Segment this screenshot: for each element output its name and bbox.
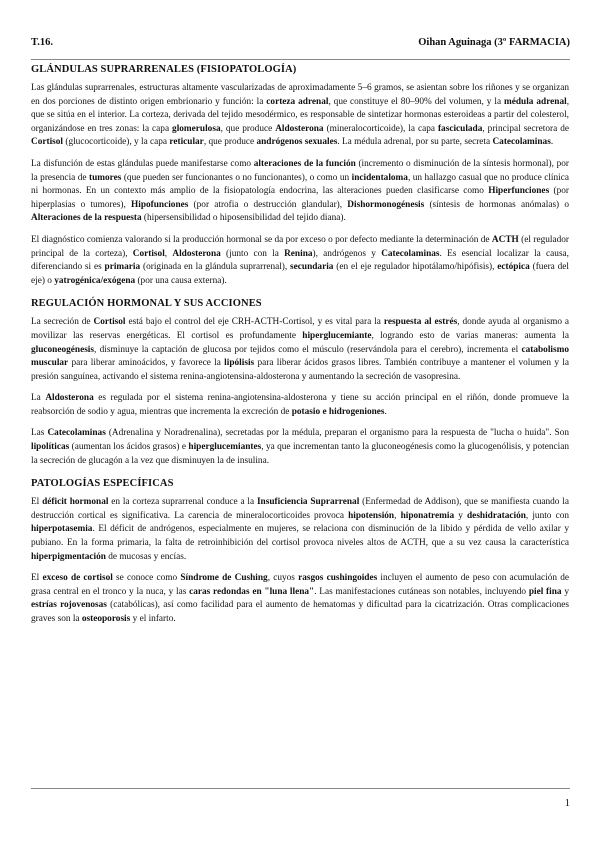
text-run: , principal secretora de	[482, 123, 569, 134]
text-run: El	[31, 497, 43, 508]
paragraph	[31, 392, 569, 419]
bold-term: Hiperfunciones	[488, 186, 550, 197]
text-run: (Enfermedad de Addison), que se manifiesta cuando la destrucción cortical es significativa. La carencia de mineralocorticoides provoca	[31, 497, 569, 521]
bold-term: tumores	[88, 172, 122, 183]
text-run: para liberar ácidos grasos libres. También contribuye a mantener el volumen y la presión sanguínea, activando el sistema renina-angiotensina-aldosterona y aumentando la secreción de vasopresina.	[31, 358, 569, 382]
text-run: (originada en la glándula suprarrenal),	[140, 262, 291, 273]
text-run: , que produce	[220, 123, 276, 134]
bold-term: Catecolaminas	[381, 248, 440, 259]
text-run: La secreción de	[31, 317, 94, 328]
bold-term: fasciculada	[437, 123, 483, 134]
bold-term: Cortisol	[93, 317, 126, 328]
bold-term: lipolíticas	[31, 442, 70, 453]
text-run: , junto con	[525, 510, 569, 521]
text-run: (aumentan los ácidos grasos) e	[69, 442, 189, 453]
text-run: ,	[394, 510, 401, 521]
bold-term: yatrogénica/exógena	[54, 275, 136, 286]
text-run: está bajo el control del eje CRH-ACTH-Cortisol, y es vital para la	[125, 317, 384, 328]
text-run: (síntesis de hormonas anómalas) o	[424, 199, 569, 210]
text-run: , ya que incrementan tanto la gluconeogénesis como la glucogenólisis, y potencian la secreción de glucagón a la vez que disminuyen la de insulina.	[31, 442, 569, 466]
bold-term: Cortisol	[132, 248, 165, 259]
footer-divider	[31, 788, 570, 789]
bold-term: ACTH	[491, 234, 519, 245]
text-run: (por una causa externa).	[135, 275, 227, 286]
text-run: (incremento o disminución de la síntesis hormonal), por la presencia de	[31, 158, 569, 183]
section	[31, 478, 569, 626]
text-run: ,	[164, 248, 173, 259]
paragraph	[31, 572, 569, 626]
text-run: El diagnóstico comienza valorando si la producción hormonal se da por exceso o por defecto mediante la determinación de	[31, 234, 492, 245]
bold-term: catabolismo muscular	[31, 344, 569, 369]
bold-term: hiperglucemiante	[302, 330, 372, 341]
bold-term: Aldosterona	[172, 248, 221, 259]
text-run: , que constituye el 80–90% del volumen, y la	[328, 96, 504, 107]
text-run: (catabólicas), así como facilidad para el aumento de hematomas y dificultad para la cicatrización. Otras complicaciones graves son la	[31, 600, 569, 624]
section	[31, 64, 569, 288]
paragraph	[31, 496, 569, 564]
text-run: (Adrenalina y Noradrenalina), secretadas por la médula, preparan el organismo para la respuesta de "lucha o huida". Son	[105, 428, 570, 439]
bold-term: Aldosterona	[45, 393, 94, 404]
text-run: Las glándulas suprarrenales, estructuras altamente vascularizadas de aproximadamente 5–6 gramos, se asientan sobre los riñones y se organizan en dos porciones de distinto origen embrionario y función: la	[31, 83, 569, 107]
bold-term: reticular	[169, 137, 204, 148]
bold-term: hipotensión	[348, 510, 395, 521]
text-run: . Las manifestaciones cutáneas son notables, incluyendo	[314, 586, 529, 597]
text-run: (hipersensibilidad o hiposensibilidad del tejido diana).	[141, 213, 346, 224]
bold-term: Catecolaminas	[47, 428, 106, 439]
bold-term: rasgos cushingoides	[298, 573, 378, 584]
bold-term: potasio e hidrogeniones	[291, 406, 385, 417]
bold-term: Insuficiencia Suprarrenal	[256, 497, 360, 508]
bold-term: andrógenos sexuales	[256, 137, 338, 148]
text-run: , cuyos	[267, 573, 299, 584]
chapter-label: T.16.	[31, 37, 53, 48]
bold-term: glomerulosa	[172, 123, 221, 134]
paragraph	[31, 316, 569, 384]
text-run: (fuera del eje) o	[31, 262, 569, 286]
section-title: PATOLOGÍAS ESPECÍFICAS	[31, 478, 174, 490]
bold-term: Aldosterona	[275, 123, 324, 134]
text-run: en la corteza suprarrenal conduce a la	[108, 497, 257, 508]
bold-term: hiperpotasemia	[31, 524, 93, 535]
page-header	[31, 37, 570, 53]
bold-term: estrías rojovenosas	[31, 600, 107, 611]
text-run: , que se sitúa en el interior. La corteza, derivada del tejido mesodérmico, es responsable de sintetizar hormonas esteroideas a partir del colesterol, organizándose en tres zonas: la capa	[31, 96, 570, 134]
text-run: (el regulador principal de la corteza),	[31, 234, 569, 259]
text-run: es regulada por el sistema renina-angiotensina-aldosterona y tiene su acción principal en el riñón, donde promueve la reabsorción de sodio y agua, mientras que incrementa la excreción de	[31, 393, 569, 417]
text-run: El	[31, 573, 43, 584]
paragraph	[31, 82, 569, 150]
bold-term: hiponatremia	[400, 510, 455, 521]
bold-term: hiperglucemiantes	[188, 442, 262, 453]
bold-term: ectópica	[497, 262, 530, 273]
bold-term: caras redondas en "luna llena"	[189, 586, 315, 597]
bold-term: exceso de cortisol	[42, 573, 113, 584]
text-run: , que produce	[203, 137, 257, 148]
text-run: . Es esencial localizar la causa, diferenciando si es	[31, 248, 570, 273]
section	[31, 298, 569, 468]
section-title: GLÁNDULAS SUPRARRENALES (FISIOPATOLOGÍA)	[31, 64, 297, 75]
document-body	[31, 64, 569, 635]
bold-term: Renina	[284, 248, 313, 259]
text-run: y el infarto.	[130, 614, 176, 624]
text-run: (por atrofia o destrucción glandular),	[188, 199, 348, 210]
bold-term: gluconeogénesis	[31, 344, 95, 355]
text-run: . El déficit de andrógenos, especialmente en mujeres, se relaciona con disminución de la libido y pérdida de vello axilar y pubiano. En la forma primaria, la falta de retroinhibición del cortisol provoca niveles altos de ACTH, que a su vez causa la característica	[31, 524, 569, 549]
bold-term: respuesta al estrés	[383, 317, 458, 328]
bold-term: primaria	[104, 262, 141, 273]
text-run: (junto con la	[220, 248, 285, 259]
text-run: .	[384, 406, 387, 417]
bold-term: corteza adrenal	[266, 96, 329, 107]
text-run: para liberar aminoácidos, y favorece la	[68, 358, 225, 369]
text-run: , donde ayuda al organismo a movilizar las reservas energéticas. El cortisol es profundamente	[31, 317, 570, 341]
text-run: , logrando esto de varias maneras: aumenta la	[371, 330, 569, 341]
text-run: .	[550, 137, 554, 148]
bold-term: deshidratación	[467, 510, 526, 521]
bold-term: Síndrome de Cushing	[180, 573, 268, 584]
text-run: La disfunción de estas glándulas puede manifestarse como	[31, 158, 254, 169]
bold-term: lipólisis	[224, 358, 255, 369]
text-run: , disminuye la captación de glucosa por tejidos como el músculo (reservándola para el cerebro), incrementa el	[94, 344, 522, 355]
text-run: y	[561, 586, 569, 597]
text-run: . La médula adrenal, por su parte, secreta	[337, 137, 493, 148]
bold-term: incidentaloma	[351, 172, 408, 183]
section-title: REGULACIÓN HORMONAL Y SUS ACCIONES	[31, 298, 262, 310]
text-run: (en el eje regulador hipotálamo/hipófisis),	[333, 262, 498, 273]
paragraph	[31, 158, 569, 226]
bold-term: médula adrenal	[504, 96, 567, 107]
text-run: y	[454, 510, 468, 521]
bold-term: secundaria	[290, 262, 334, 273]
bold-term: Hipofunciones	[131, 199, 189, 210]
bold-term: piel fina	[528, 586, 562, 597]
text-run: Las	[31, 428, 48, 439]
paragraph	[31, 234, 569, 288]
bold-term: alteraciones de la función	[253, 158, 356, 169]
bold-term: Catecolaminas	[492, 137, 551, 148]
bold-term: déficit hormonal	[42, 497, 109, 508]
page-number: 1	[564, 798, 570, 809]
text-run: La	[31, 393, 46, 404]
text-run: , un hallazgo casual que no produce clínica ni hormonas. En un contexto más amplio de la fisiopatología endocrina, las alteraciones pueden clasificarse como	[31, 172, 569, 197]
text-run: (mineralocorticoide), la capa	[323, 123, 438, 134]
bold-term: osteoporosis	[81, 614, 131, 624]
bold-term: Dishormonogénesis	[347, 199, 425, 210]
text-run: (por hiperplasias o tumores),	[31, 186, 569, 210]
text-run: incluyen el aumento de peso con acumulación de grasa central en el tronco y la nuca, y las	[31, 573, 570, 597]
text-run: se conoce como	[112, 573, 181, 584]
bold-term: Cortisol	[31, 137, 64, 148]
text-run: ), andrógenos y	[312, 248, 382, 259]
text-run: (que pueden ser funcionantes o no funcionantes), o como un	[121, 172, 352, 183]
header-divider	[31, 59, 570, 60]
text-run: (glucocorticoide), y la capa	[63, 137, 170, 148]
bold-term: Alteraciones de la respuesta	[31, 213, 142, 224]
paragraph	[31, 427, 569, 468]
text-run: de mucosas y encías.	[105, 551, 187, 562]
bold-term: hiperpigmentación	[31, 551, 106, 562]
author-label: Oihan Aguinaga (3º FARMACIA)	[418, 37, 570, 48]
